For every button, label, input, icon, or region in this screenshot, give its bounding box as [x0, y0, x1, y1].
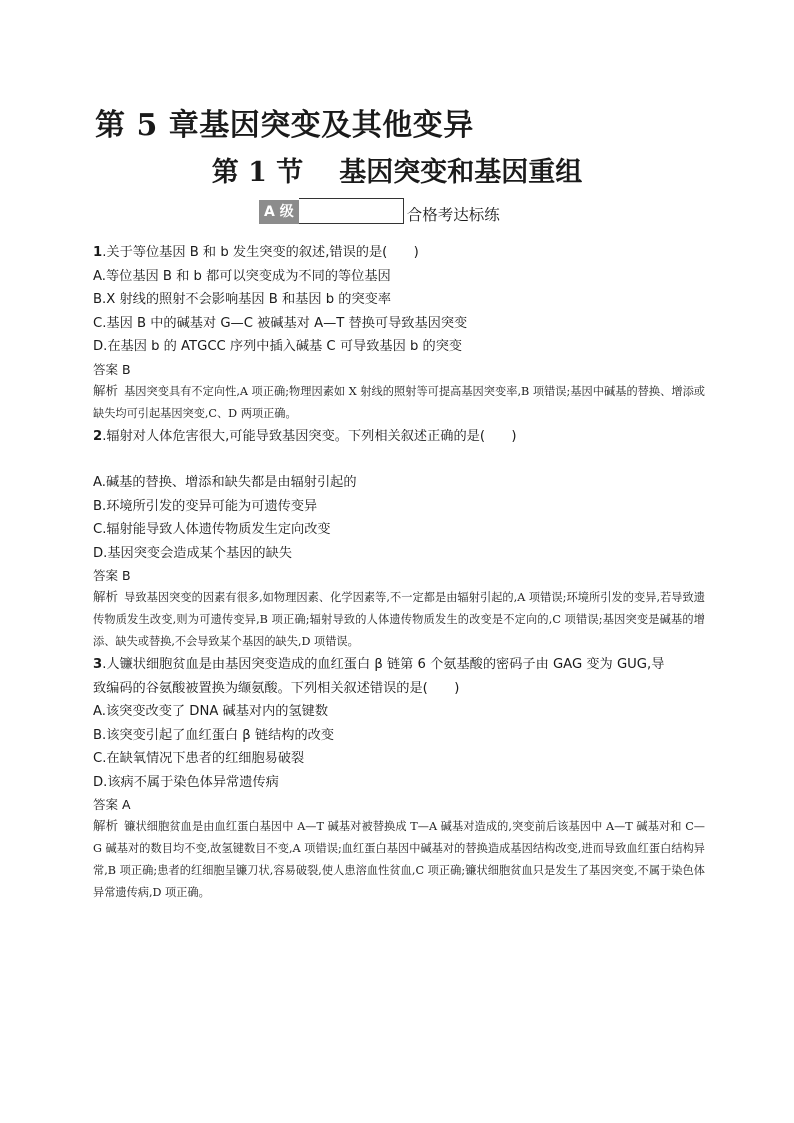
question-3	[93, 653, 705, 904]
question-stem: 2.辐射对人体危害很大,可能导致基因突变。下列相关叙述正确的是( )	[93, 428, 517, 444]
option-a: A.该突变改变了 DNA 碱基对内的氢键数	[93, 704, 329, 719]
explanation: 解析 导致基因突变的因素有很多,如物理因素、化学因素等,不一定都是由辐射引起的,A 项错误;环境所引发的变异,若导致遗传物质发生改变,则为可遗传变异,B 项正确;辐射导致的人体遗传物质发生的改变是不定向的,C 项错误;基因突变是碱基的增添、缺失或替换,不会导致某个基因的缺失,D 项错误。	[93, 589, 705, 648]
option-d: D.在基因 b 的 ATGCC 序列中插入碱基 C 可导致基因 b 的突变	[93, 339, 463, 354]
score-blank	[299, 198, 404, 224]
option-c: C.辐射能导致人体遗传物质发生定向改变	[93, 522, 331, 537]
level-badge: A 级	[259, 200, 299, 224]
answer: 答案 A	[93, 797, 131, 812]
question-list	[93, 241, 705, 904]
option-d: D.该病不属于染色体异常遗传病	[93, 774, 279, 790]
option-a: A.等位基因 B 和 b 都可以突变成为不同的等位基因	[93, 268, 391, 284]
option-c: C.在缺氧情况下患者的红细胞易破裂	[93, 751, 305, 766]
section-title	[0, 150, 794, 189]
question-stem: 3.人镰状细胞贫血是由基因突变造成的血红蛋白 β 链第 6 个氨基酸的密码子由 GAG 变为 GUG,导	[93, 657, 665, 672]
section-number: 第 1 节	[211, 157, 304, 188]
chapter-title: 第 5 章基因突变及其他变异	[95, 108, 474, 143]
explanation: 解析 镰状细胞贫血是由血红蛋白基因中 A—T 碱基对被替换成 T—A 碱基对造成的,突变前后该基因中 A—T 碱基对和 C—G 碱基对的数目均不变,故氢键数目不变,A 项错误;血红蛋白基因中碱基对的替换造成基因结构改变,进而导致血红蛋白结构异常,B 项正确;患者的红细胞呈镰刀状,容易破裂,使人患溶血性贫血,C 项正确;镰状细胞贫血只是发生了基因突变,不属于染色体异常遗传病,D 项正确。	[93, 818, 705, 899]
option-c: C.基因 B 中的碱基对 G—C 被碱基对 A—T 替换可导致基因突变	[93, 315, 468, 331]
question-2	[93, 425, 705, 654]
question-1	[93, 241, 705, 425]
answer: 答案 B	[93, 568, 131, 583]
question-stem: 1.关于等位基因 B 和 b 发生突变的叙述,错误的是( )	[93, 245, 419, 260]
option-b: B.该突变引起了血红蛋白 β 链结构的改变	[93, 727, 335, 743]
option-d: D.基因突变会造成某个基因的缺失	[93, 545, 292, 561]
option-b: B.X 射线的照射不会影响基因 B 和基因 b 的突变率	[93, 292, 392, 307]
option-a: A.碱基的替换、增添和缺失都是由辐射引起的	[93, 475, 357, 490]
explanation: 解析 基因突变具有不定向性,A 项正确;物理因素如 X 射线的照射等可提高基因突变率,B 项错误;基因中碱基的替换、增添或缺失均可引起基因突变,C、D 两项正确。	[93, 382, 705, 420]
level-header	[259, 198, 500, 228]
answer: 答案 B	[93, 361, 131, 377]
level-text: 合格考达标练	[406, 206, 500, 224]
option-b: B.环境所引发的变异可能为可遗传变异	[93, 498, 318, 514]
question-stem-cont: 致编码的谷氨酸被置换为缬氨酸。下列相关叙述错误的是( )	[93, 680, 460, 696]
section-name: 基因突变和基因重组	[339, 157, 583, 188]
